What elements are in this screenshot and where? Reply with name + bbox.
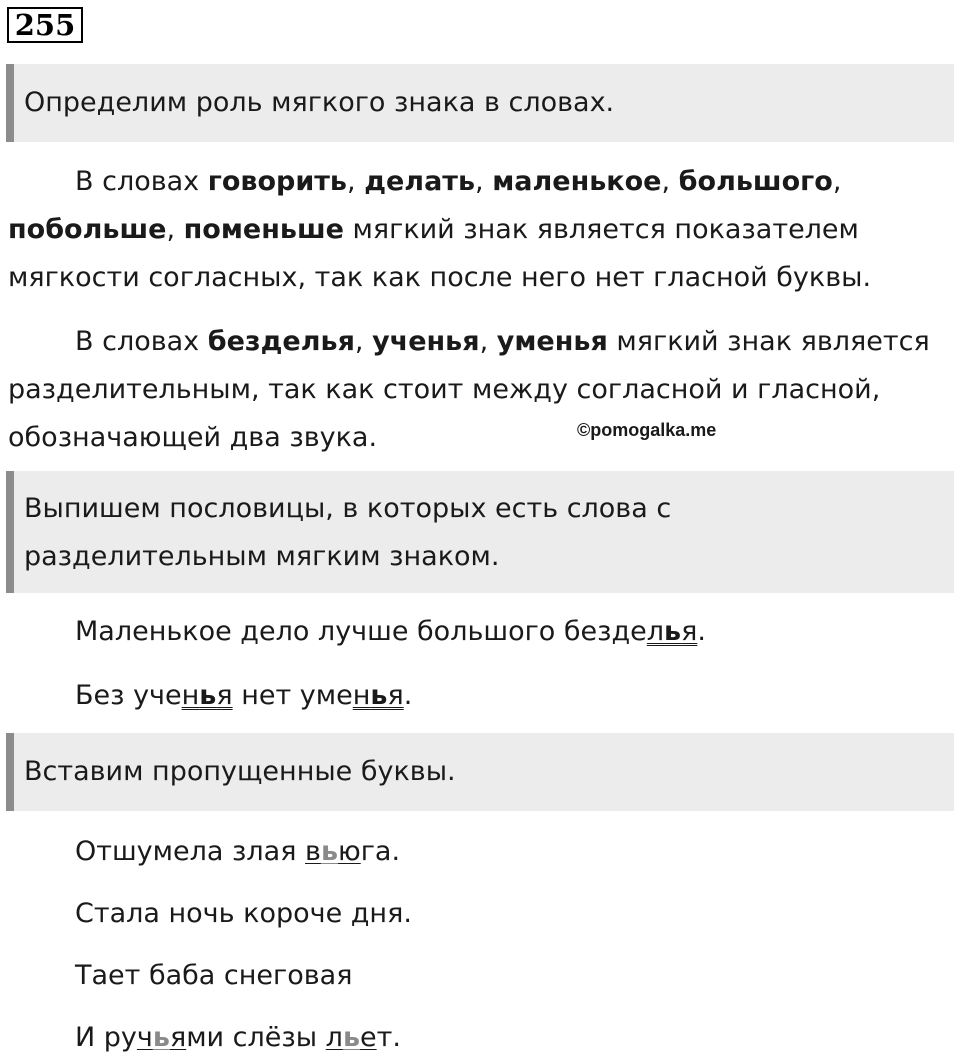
paragraph-1-line-2 (8, 206, 952, 254)
text: мягкий знак является показателем (343, 214, 859, 245)
text: га. (360, 836, 401, 867)
poem-line-4 (75, 1018, 401, 1058)
paragraph-2 (8, 318, 952, 462)
underlined-letter: ч (136, 1022, 153, 1053)
bold-word: говорить (207, 166, 348, 197)
soft-sign-bold: ь (199, 680, 217, 711)
soft-sign-bold: ь (370, 680, 388, 711)
text: , (832, 166, 842, 197)
exercise-number: 255 (7, 7, 83, 43)
underlined-letter: я (681, 616, 698, 647)
text: мягкий знак является (607, 326, 930, 357)
underlined-letter: л (646, 616, 665, 647)
bold-word: уменья (496, 326, 608, 357)
text: , (479, 326, 497, 357)
text: Маленькое дело лучше большого безде (75, 616, 647, 647)
underlined-letter: е (360, 1022, 377, 1053)
bold-word: побольше (8, 214, 167, 245)
underlined-letter: н (352, 680, 371, 711)
bold-word: безделья (207, 326, 355, 357)
text: ми слёзы (186, 1022, 326, 1053)
bold-word: ученья (372, 326, 480, 357)
paragraph-2-line-2: разделительным, так как стоит между согласной и гласной, (8, 374, 881, 405)
text: , (354, 326, 373, 357)
paragraph-1-line-3: мягкости согласных, так как после него нет гласной буквы. (8, 262, 872, 293)
section-header-1 (6, 64, 954, 142)
section-header-2 (6, 471, 954, 593)
underlined-letter: ю (338, 836, 361, 867)
text: т. (376, 1022, 401, 1053)
header-1-text: Определим роль мягкого знака в словах. (24, 87, 615, 118)
underlined-letter: в (305, 836, 321, 867)
inserted-soft-sign: ь (342, 1022, 361, 1053)
poem-line-3: Тает баба снеговая (75, 960, 353, 991)
text: И ру (75, 1022, 137, 1053)
poem-line-1 (75, 832, 400, 872)
text: , (166, 214, 184, 245)
header-2-line-1: Выпишем пословицы, в которых есть слова с (24, 493, 672, 524)
text: В словах (75, 326, 208, 357)
inserted-soft-sign: ь (152, 1022, 170, 1053)
paragraph-2-line-3: обозначающей два звука. (8, 422, 378, 453)
text: Отшумела злая (75, 836, 306, 867)
text: , (661, 166, 679, 197)
text: В словах (75, 166, 208, 197)
text: нет уме (232, 680, 353, 711)
watermark: ©pomogalka.me (577, 420, 717, 440)
text: , (347, 166, 365, 197)
paragraph-2-line-1 (8, 318, 952, 366)
proverb-2 (75, 676, 412, 716)
text: Без уче (75, 680, 182, 711)
bold-word: большого (678, 166, 833, 197)
text: . (403, 680, 413, 711)
poem-line-2: Стала ночь короче дня. (75, 898, 412, 929)
underlined-letter: л (325, 1022, 343, 1053)
paragraph-1-line-1 (8, 158, 952, 206)
text: . (697, 616, 706, 647)
header-2-line-2: разделительным мягким знаком. (24, 541, 500, 572)
underlined-letter: я (387, 680, 404, 711)
header-3-text: Вставим пропущенные буквы. (24, 756, 456, 787)
underlined-letter: н (181, 680, 200, 711)
paragraph-1 (8, 158, 952, 302)
section-header-3 (6, 733, 954, 811)
proverb-1 (75, 612, 706, 652)
inserted-soft-sign: ь (320, 836, 339, 867)
underlined-letter: я (216, 680, 233, 711)
soft-sign-bold: ь (664, 616, 682, 647)
bold-word: маленькое (492, 166, 662, 197)
underlined-letter: я (169, 1022, 187, 1053)
text: , (475, 166, 493, 197)
bold-word: поменьше (183, 214, 344, 245)
bold-word: делать (364, 166, 476, 197)
